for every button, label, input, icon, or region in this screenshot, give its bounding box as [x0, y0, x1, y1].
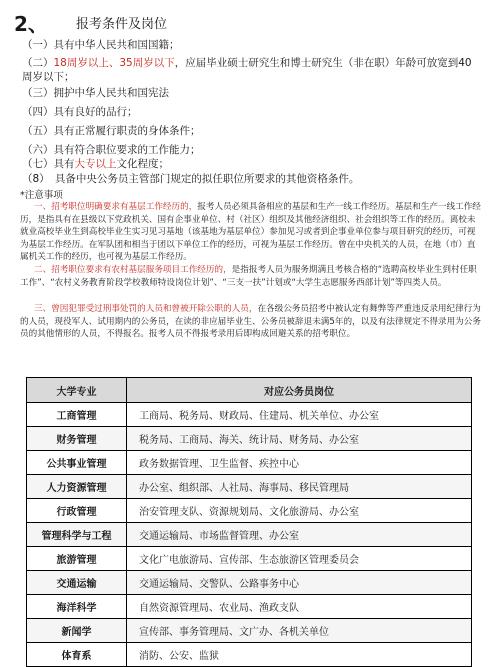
- major-cell: 管理科学与工程: [27, 523, 127, 547]
- table-row: [27, 475, 472, 499]
- requirement-3: （三）拥护中华人民共和国宪法: [22, 87, 169, 99]
- note-2-highlight: 二、招考职位要求有农村基层服务项目工作经历的，: [34, 265, 232, 275]
- position-cell: 宣传部、事务管理局、文广办、各机关单位: [127, 619, 472, 643]
- table-row: [27, 595, 472, 619]
- position-cell: 工商局、税务局、财政局、住建局、机关单位、办公室: [127, 403, 472, 427]
- major-cell: 人力资源管理: [27, 475, 127, 499]
- education-highlight: 大专以上: [74, 158, 117, 170]
- major-cell: 交通运输: [27, 571, 127, 595]
- major-cell: 海洋科学: [27, 595, 127, 619]
- position-cell: 办公室、组织部、人社局、海事局、移民管理局: [127, 475, 472, 499]
- notes-title: *注意事项: [20, 190, 63, 201]
- requirement-7: （七）具有大专以上文化程度；: [22, 158, 169, 170]
- major-cell: 工商管理: [27, 403, 127, 427]
- note-1-highlight: 一、招考职位明确要求有基层工作经历的，: [34, 202, 198, 212]
- major-cell: 财务管理: [27, 427, 127, 451]
- major-cell: 新闻学: [27, 619, 127, 643]
- header-position: 对应公务员岗位: [127, 378, 472, 403]
- requirement-4: （四）具有良好的品行；: [22, 106, 138, 118]
- table-row: [27, 427, 472, 451]
- major-cell: 旅游管理: [27, 547, 127, 571]
- note-3-highlight: 三、曾因犯罪受过刑事处罚的人员和曾被开除公职的人员，: [34, 304, 258, 314]
- position-cell: 政务数据管理、卫生监督、疾控中心: [127, 451, 472, 475]
- major-position-table: [26, 377, 472, 667]
- table-row: [27, 571, 472, 595]
- section-number: 2、: [14, 12, 48, 36]
- position-cell: 文化广电旅游局、宣传部、生态旅游区管理委员会: [127, 547, 472, 571]
- table-row: [27, 499, 472, 523]
- table-row: [27, 523, 472, 547]
- note-1: 一、招考职位明确要求有基层工作经历的，报考人员必须具备相应的基层和生产一线工作经历。基层和生产一线工作经历，是指具有在县级以下党政机关、国有企事业单位、村（社区）组织及其他经济组织、社会组织等工作的经历。离校未就业高校毕业生到高校毕业生实习见习基地（该基地为基层单位）参加见习或者到企事业单位参与项目研究的经历，可视为基层工作经历。在军队团和相当于团以下单位工作的经历，可视为基层工作经历。曾在中央机关的人员，在地（市）直属机关工作的经历，也可视为基层工作经历。: [20, 202, 481, 263]
- table-row: [27, 403, 472, 427]
- table-row: [27, 619, 472, 643]
- table-row: [27, 547, 472, 571]
- note-2: 二、招考职位要求有农村基层服务项目工作经历的，是指报考人员为服务期满且考核合格的“选聘高校毕业生到村任职工作”、“农村义务教育阶段学校教师特设岗位计划”、“三支一扶”计划或“大学生志愿服务西部计划”等四类人员。: [20, 265, 477, 288]
- table-row: [27, 643, 472, 667]
- requirement-8: （8） 具备中央公务员主管部门规定的拟任职位所要求的其他资格条件。: [22, 173, 360, 185]
- position-cell: 治安管理支队、资源规划局、文化旅游局、办公室: [127, 499, 472, 523]
- major-cell: 公共事业管理: [27, 451, 127, 475]
- requirement-5: （五）具有正常履行职责的身体条件；: [22, 125, 201, 137]
- position-cell: 交通运输局、交警队、公路事务中心: [127, 571, 472, 595]
- age-limit-highlight: 18周岁以上、35周岁以下: [53, 57, 175, 69]
- position-cell: 自然资源管理局、农业局、渔政支队: [127, 595, 472, 619]
- requirement-1: （一）具有中华人民共和国国籍；: [22, 39, 180, 51]
- note-3: 三、曾因犯罪受过刑事处罚的人员和曾被开除公职的人员，在各级公务员招考中被认定有舞弊等严重违反录用纪律行为的人员，现役军人、试用期内的公务员，在读的非应届毕业生、公务员被辞退未满5年的，以及有法律规定不得录用为公务员的其他情形的人员，不得报名。报考人员不得报考录用后即构成回避关系的招考职位。: [20, 304, 481, 340]
- position-cell: 税务局、工商局、海关、统计局、财务局、办公室: [127, 427, 472, 451]
- header-major: 大学专业: [27, 378, 127, 403]
- position-cell: 消防、公安、监狱: [127, 643, 472, 667]
- major-cell: 行政管理: [27, 499, 127, 523]
- table-header-row: [27, 378, 472, 403]
- section-heading: [14, 8, 168, 37]
- table-row: [27, 451, 472, 475]
- position-cell: 交通运输局、市场监督管理、办公室: [127, 523, 472, 547]
- requirement-2: （二）18周岁以上、35周岁以下，应届毕业硕士研究生和博士研究生（非在职）年龄可放宽到40周岁以下；: [22, 57, 472, 83]
- major-cell: 体育系: [27, 643, 127, 667]
- requirement-6: （六）具有符合职位要求的工作能力；: [22, 144, 201, 156]
- section-title: 报考条件及岗位: [76, 17, 168, 32]
